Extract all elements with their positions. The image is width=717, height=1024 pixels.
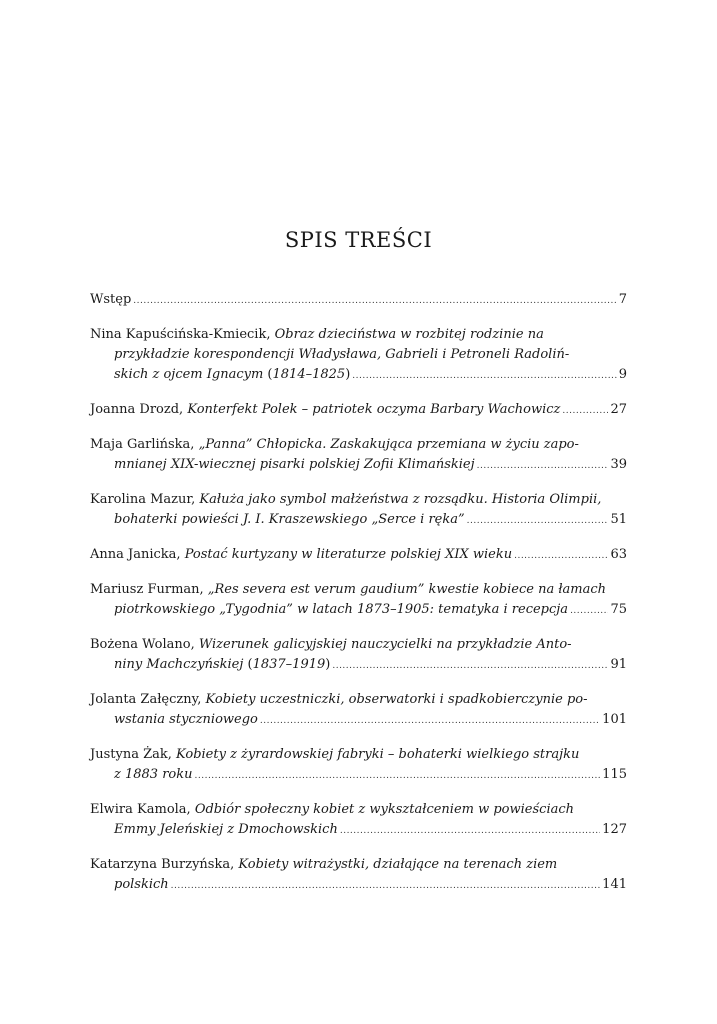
toc-line xyxy=(90,325,627,345)
toc-line-text xyxy=(90,855,557,875)
toc-line xyxy=(90,710,627,731)
toc-entry xyxy=(90,690,627,731)
toc-title: Konterfekt Polek – patriotek oczyma Barbary Wachowicz xyxy=(187,402,561,417)
toc-title: wstania styczniowego xyxy=(114,712,258,727)
toc-entry xyxy=(90,325,627,386)
page-number: 39 xyxy=(610,457,627,472)
page-title: SPIS TREŚCI xyxy=(284,228,433,252)
toc-title: „Res severa est verum gaudium” kwestie kobiece na łamach xyxy=(207,582,607,597)
dot-leader xyxy=(260,711,600,731)
toc-line xyxy=(90,545,627,566)
toc-line xyxy=(90,435,627,455)
toc-title: Postać kurtyzany w literaturze polskiej XIX wieku xyxy=(184,547,513,562)
dot-leader xyxy=(171,876,601,896)
toc-line-text xyxy=(90,290,131,310)
toc-line xyxy=(90,400,627,421)
toc-line-text xyxy=(114,875,169,895)
toc-author: Jolanta Załęczny, xyxy=(90,692,206,707)
toc-entry xyxy=(90,855,627,896)
toc-title: bohaterki powieści J. I. Kraszewskiego „Serce i ręka” xyxy=(114,512,465,527)
toc-line-text xyxy=(90,800,574,820)
toc-entry xyxy=(90,435,627,476)
toc-text: ( xyxy=(263,367,273,382)
toc-line-text xyxy=(114,365,350,385)
toc-line xyxy=(90,600,627,621)
toc-line xyxy=(90,345,627,365)
toc-line-text xyxy=(114,765,193,785)
toc-line-text xyxy=(90,690,588,710)
toc-line-text xyxy=(90,490,601,510)
toc-line-text xyxy=(90,400,560,420)
toc-author: Bożena Wolano, xyxy=(90,637,199,652)
toc-line-text xyxy=(114,655,330,675)
dot-leader xyxy=(514,546,608,566)
toc-text: ) xyxy=(325,657,331,672)
toc-entry xyxy=(90,580,627,621)
toc-title: Emmy Jeleńskiej z Dmochowskich xyxy=(114,822,338,837)
toc-line xyxy=(90,365,627,386)
toc-entry xyxy=(90,635,627,676)
dot-leader xyxy=(467,511,609,531)
toc-author: Anna Janicka, xyxy=(90,547,185,562)
toc-title: mnianej XIX-wiecznej pisarki polskiej Zofii Klimańskiej xyxy=(114,457,475,472)
toc-line-text xyxy=(90,545,512,565)
toc-author: Wstęp xyxy=(90,292,132,307)
toc-author: Maja Garlińska, xyxy=(90,437,199,452)
toc-author: Elwira Kamola, xyxy=(90,802,195,817)
page-number: 51 xyxy=(610,512,627,527)
toc-line xyxy=(90,510,627,531)
page-number: 75 xyxy=(610,602,627,617)
toc-line-text xyxy=(114,600,568,620)
toc-title: 1814–1825 xyxy=(272,367,346,382)
page-number: 9 xyxy=(618,367,627,382)
toc-title: Wizerunek galicyjskiej nauczycielki na przykładzie Anto- xyxy=(198,637,572,652)
toc-title: piotrkowskiego „Tygodnia” w latach 1873–1905: tematyka i recepcja xyxy=(114,602,569,617)
dot-leader xyxy=(340,821,600,841)
toc-line xyxy=(90,875,627,896)
table-of-contents xyxy=(90,290,627,910)
page-number: 91 xyxy=(610,657,627,672)
dot-leader xyxy=(332,656,608,676)
toc-entry xyxy=(90,290,627,311)
page-number: 127 xyxy=(602,822,627,837)
dot-leader xyxy=(570,601,608,621)
toc-line-text xyxy=(114,345,569,365)
toc-line xyxy=(90,690,627,710)
toc-line-text xyxy=(90,635,572,655)
toc-entry xyxy=(90,490,627,531)
toc-line xyxy=(90,800,627,820)
dot-leader xyxy=(195,766,601,786)
page-number: 101 xyxy=(602,712,627,727)
toc-line xyxy=(90,765,627,786)
toc-line xyxy=(90,290,627,311)
toc-title: przykładzie korespondencji Władysława, Gabrieli i Petroneli Radoliń- xyxy=(114,347,570,362)
toc-line xyxy=(90,580,627,600)
toc-line xyxy=(90,745,627,765)
toc-line xyxy=(90,820,627,841)
dot-leader xyxy=(352,366,616,386)
page-number: 115 xyxy=(602,767,627,782)
toc-line-text xyxy=(90,745,579,765)
dot-leader xyxy=(562,401,608,421)
toc-author: Joanna Drozd, xyxy=(90,402,188,417)
toc-title: Kobiety z żyrardowskiej fabryki – bohaterki wielkiego strajku xyxy=(176,747,580,762)
toc-line xyxy=(90,455,627,476)
toc-title: z 1883 roku xyxy=(114,767,193,782)
toc-text: ) xyxy=(345,367,351,382)
toc-text: ( xyxy=(243,657,253,672)
toc-line-text xyxy=(114,455,475,475)
toc-line-text xyxy=(90,580,606,600)
toc-title: Kałuża jako symbol małżeństwa z rozsądku. Historia Olimpii, xyxy=(199,492,602,507)
toc-author: Nina Kapuścińska-Kmiecik, xyxy=(90,327,275,342)
toc-line-text xyxy=(90,435,579,455)
toc-entry xyxy=(90,545,627,566)
toc-author: Katarzyna Burzyńska, xyxy=(90,857,239,872)
toc-author: Justyna Żak, xyxy=(90,747,177,762)
toc-line xyxy=(90,635,627,655)
toc-line xyxy=(90,855,627,875)
toc-title: 1837–1919 xyxy=(252,657,326,672)
toc-line-text xyxy=(114,510,465,530)
toc-line-text xyxy=(90,325,544,345)
toc-title: Kobiety uczestniczki, obserwatorki i spadkobierczynie po- xyxy=(205,692,588,707)
toc-entry xyxy=(90,400,627,421)
dot-leader xyxy=(477,456,609,476)
toc-title: „Panna” Chłopicka. Zaskakująca przemiana w życiu zapo- xyxy=(198,437,579,452)
toc-entry xyxy=(90,800,627,841)
page-number: 7 xyxy=(618,292,627,307)
toc-title: Odbiór społeczny kobiet z wykształceniem w powieściach xyxy=(194,802,574,817)
page-number: 141 xyxy=(602,877,627,892)
toc-author: Karolina Mazur, xyxy=(90,492,200,507)
toc-title: niny Machczyńskiej xyxy=(114,657,244,672)
toc-entry xyxy=(90,745,627,786)
toc-line xyxy=(90,655,627,676)
toc-title: polskich xyxy=(114,877,169,892)
toc-line-text xyxy=(114,710,258,730)
toc-line-text xyxy=(114,820,338,840)
page-number: 63 xyxy=(610,547,627,562)
dot-leader xyxy=(133,291,616,311)
toc-author: Mariusz Furman, xyxy=(90,582,208,597)
toc-title: Kobiety witrażystki, działające na terenach ziem xyxy=(238,857,558,872)
toc-title: Obraz dzieciństwa w rozbitej rodzinie na xyxy=(274,327,544,342)
toc-line xyxy=(90,490,627,510)
page-number: 27 xyxy=(610,402,627,417)
toc-title: skich z ojcem Ignacym xyxy=(114,367,264,382)
